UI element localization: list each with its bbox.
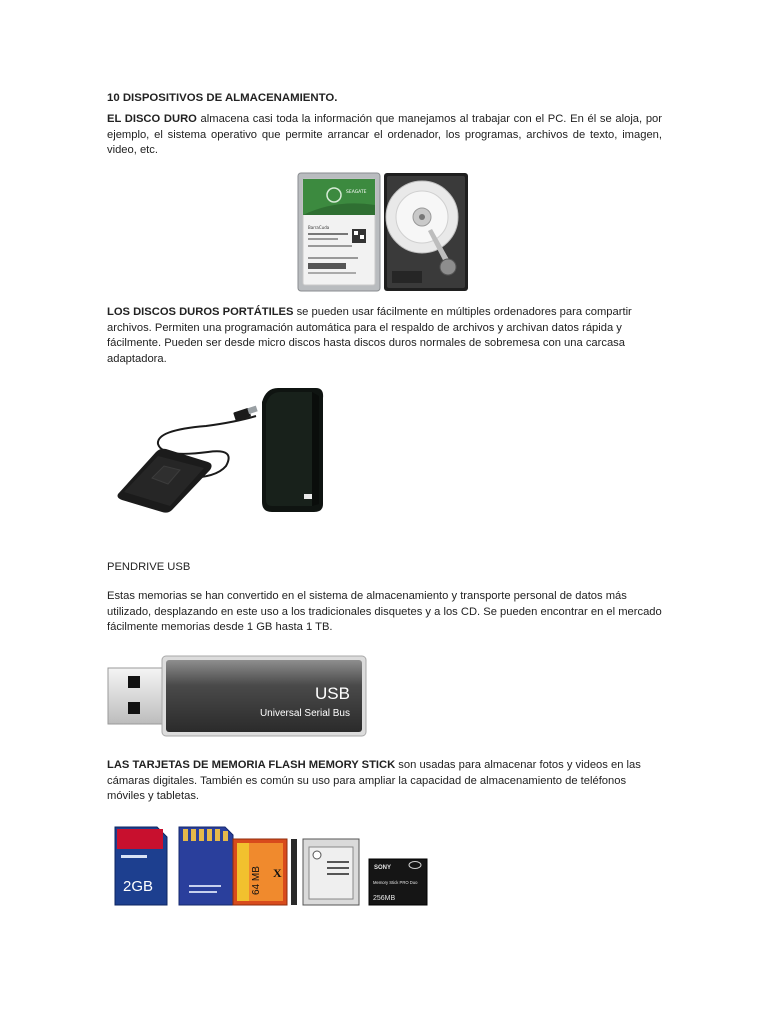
usb-pendrive-image [106, 654, 368, 738]
pendrive-heading: PENDRIVE USB [107, 561, 191, 573]
memory-stick-model: Memory Stick PRO Duo [373, 880, 418, 885]
sd-card-capacity: 2GB [123, 878, 154, 895]
memory-cards-text: son usadas para almacenar fotos y videos en las cámaras digitales. También es común su uso para ampliar la capacidad de almacenamiento de teléfonos móviles y tabletas. [107, 759, 641, 802]
hdd-model-text: BarraCuda [308, 225, 330, 230]
usb-label-sub: Universal Serial Bus [259, 708, 350, 719]
hard-disk-lead: EL DISCO DURO [107, 113, 197, 125]
portable-disks-paragraph [107, 305, 662, 367]
memory-stick-capacity: 256MB [373, 895, 396, 902]
usb-label-main: USB [315, 684, 350, 703]
portable-disks-text: se pueden usar fácilmente en múltiples ordenadores para compartir archivos. Permiten una programación automática para el respaldo de archivos y archivan datos rápida y fácilmente. Pueden ser desde micro discos hasta discos duros normales de sobremesa con una carcasa adaptadora. [107, 306, 632, 365]
hard-disk-paragraph [107, 112, 662, 159]
memory-stick-brand: SONY [374, 865, 392, 871]
hard-disk-image [296, 171, 471, 295]
svg-text:X: X [273, 866, 282, 880]
cf-card-capacity: 64 MB [251, 866, 262, 895]
page-title: 10 DISPOSITIVOS DE ALMACENAMIENTO. [107, 92, 338, 104]
memory-cards-paragraph [107, 758, 662, 805]
portable-disks-lead: LOS DISCOS DUROS PORTÁTILES [107, 306, 294, 318]
hdd-brand-text: SEAGATE [346, 190, 367, 195]
pendrive-paragraph: Estas memorias se han convertido en el sistema de almacenamiento y transporte personal de datos más utilizado, desplazando en este uso a los tradicionales disquetes y a los CD. Se pueden encontrar en el mercado fácilmente memorias desde 1 GB hasta 1 TB. [107, 590, 662, 633]
memory-cards-lead: LAS TARJETAS DE MEMORIA FLASH MEMORY STICK [107, 759, 396, 771]
memory-cards-image [113, 825, 429, 907]
hard-disk-text: almacena casi toda la información que manejamos al trabajar con el PC. En él se aloja, por ejemplo, el sistema operativo que permite arrancar el ordenador, los programas, archivos de texto, imagen, video, etc. [107, 113, 663, 156]
portable-disks-image [116, 386, 328, 514]
